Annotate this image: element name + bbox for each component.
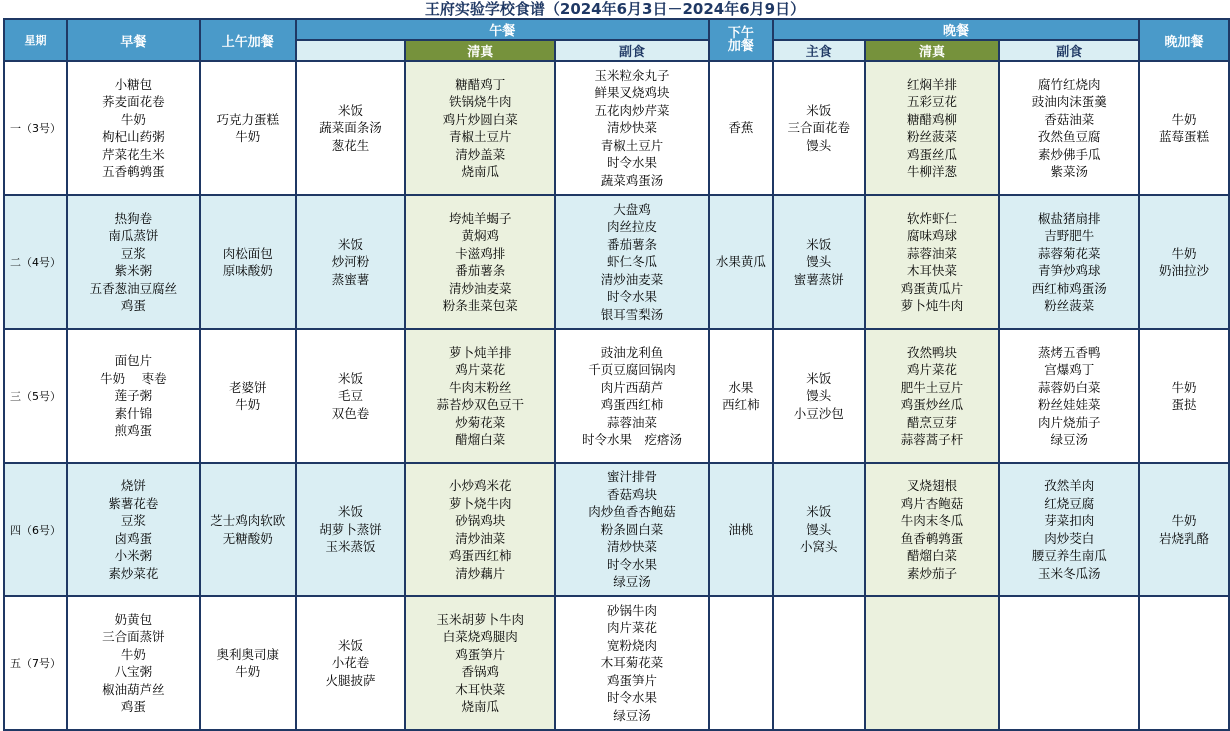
menu-item: 豆浆 bbox=[120, 245, 146, 261]
lunch-halal-cell bbox=[405, 195, 555, 329]
header-afternoon-snack-line2: 加餐 bbox=[727, 39, 754, 54]
menu-item: 糖醋鸡柳 bbox=[907, 111, 958, 127]
menu-item: 西红柿鸡蛋汤 bbox=[1031, 280, 1107, 296]
menu-item: 蒸烤五香鸭 bbox=[1037, 344, 1101, 360]
menu-item: 五彩豆花 bbox=[907, 94, 958, 109]
afternoon-snack-cell bbox=[709, 195, 773, 329]
dinner-side-cell bbox=[999, 463, 1139, 596]
menu-item: 巧克力蛋糕 bbox=[216, 111, 279, 127]
menu-item: 馒头 bbox=[806, 521, 832, 537]
menu-item: 紫薯花卷 bbox=[108, 495, 159, 511]
menu-item: 蜜薯蒸饼 bbox=[793, 271, 844, 287]
menu-item: 千页豆腐回锅肉 bbox=[588, 362, 676, 377]
menu-item: 煎鸡蛋 bbox=[114, 423, 153, 439]
header-day: 星期 bbox=[4, 19, 67, 61]
menu-item: 无糖酸奶 bbox=[222, 530, 273, 546]
menu-item: 素炒茄子 bbox=[907, 565, 958, 581]
menu-item: 馒头 bbox=[806, 137, 832, 153]
menu-item: 八宝粥 bbox=[114, 664, 153, 679]
menu-item: 牛奶 bbox=[1171, 245, 1197, 261]
menu-item: 腰豆养生南瓜 bbox=[1031, 548, 1107, 563]
evening-snack-cell bbox=[1139, 195, 1229, 329]
morning-snack-cell bbox=[200, 596, 296, 730]
menu-item: 大盘鸡 bbox=[613, 201, 651, 217]
menu-item: 炒菊花菜 bbox=[455, 414, 506, 430]
menu-item: 南瓜蒸饼 bbox=[108, 228, 159, 243]
menu-item: 牛奶 bbox=[120, 111, 146, 127]
day-cell: 五（7号） bbox=[4, 596, 67, 730]
menu-item: 莲子粥 bbox=[114, 388, 153, 404]
menu-item: 米饭 bbox=[338, 637, 364, 653]
menu-item: 萝卜炖羊排 bbox=[449, 344, 512, 360]
menu-item: 牛肉末粉丝 bbox=[449, 379, 512, 395]
lunch-staple-cell bbox=[296, 195, 406, 329]
menu-item: 蛋挞 bbox=[1171, 397, 1197, 412]
menu-item: 鸡蛋笋片 bbox=[455, 646, 506, 662]
menu-item: 垮炖羊蝎子 bbox=[449, 210, 512, 226]
menu-item: 绿豆汤 bbox=[613, 707, 651, 723]
header-lunch-staple-blank bbox=[296, 40, 406, 61]
menu-item: 青椒土豆片 bbox=[600, 137, 664, 153]
menu-item: 清炒油菜 bbox=[455, 530, 506, 546]
menu-item: 孜然鸭块 bbox=[907, 344, 958, 360]
morning-snack-cell bbox=[200, 329, 296, 463]
menu-item: 时令水果 bbox=[607, 556, 658, 572]
menu-item: 砂锅牛肉 bbox=[607, 602, 658, 618]
menu-item: 吉野肥牛 bbox=[1044, 228, 1095, 243]
table-row bbox=[4, 61, 1229, 195]
menu-item: 虾仁冬瓜 bbox=[607, 254, 658, 270]
menu-item: 清炒藕片 bbox=[455, 565, 506, 581]
menu-item: 蒜蓉蒿子杆 bbox=[900, 432, 964, 447]
dinner-halal-cell bbox=[865, 61, 1000, 195]
menu-item: 腐竹红烧肉 bbox=[1037, 76, 1101, 92]
menu-item: 时令水果 bbox=[607, 690, 658, 706]
day-cell: 二（4号） bbox=[4, 195, 67, 329]
menu-item: 牛柳洋葱 bbox=[907, 164, 958, 179]
lunch-side-cell bbox=[555, 463, 709, 596]
menu-item: 蓝莓蛋糕 bbox=[1159, 129, 1210, 144]
menu-item: 水果 bbox=[728, 379, 754, 395]
menu-item: 白菜烧鸡腿肉 bbox=[442, 629, 518, 644]
menu-item: 三合面花卷 bbox=[787, 120, 851, 136]
day-cell: 四（6号） bbox=[4, 463, 67, 596]
menu-item: 奶黄包 bbox=[114, 611, 153, 627]
menu-item: 肉片菜花 bbox=[607, 620, 658, 636]
lunch-side-cell bbox=[555, 329, 709, 463]
menu-item: 牛奶 bbox=[1171, 513, 1197, 528]
menu-item: 红焖羊排 bbox=[907, 76, 958, 92]
morning-snack-cell bbox=[200, 61, 296, 195]
menu-item: 木耳快菜 bbox=[455, 681, 506, 697]
menu-item: 时令水果 bbox=[607, 155, 658, 171]
breakfast-cell bbox=[67, 61, 200, 195]
menu-item: 香锅鸡 bbox=[461, 664, 500, 679]
menu-item: 素炒佛手瓜 bbox=[1037, 146, 1101, 162]
menu-item: 玉米蒸饭 bbox=[325, 539, 376, 555]
menu-item: 肉片西葫芦 bbox=[600, 379, 664, 395]
menu-item: 毛豆 bbox=[338, 388, 364, 404]
menu-item: 芹菜花生米 bbox=[102, 146, 165, 162]
menu-item: 荞麦面花卷 bbox=[102, 94, 165, 109]
dinner-halal-cell bbox=[865, 463, 1000, 596]
menu-item: 蒜蓉菊花菜 bbox=[1037, 245, 1101, 261]
menu-item: 宫爆鸡丁 bbox=[1044, 362, 1095, 377]
menu-item: 小米粥 bbox=[114, 548, 153, 563]
menu-item: 糖醋鸡丁 bbox=[455, 76, 506, 92]
afternoon-snack-cell bbox=[709, 61, 773, 195]
menu-item: 清炒油麦菜 bbox=[600, 271, 664, 287]
lunch-halal-cell bbox=[405, 463, 555, 596]
dinner-side-cell bbox=[999, 195, 1139, 329]
menu-item: 热狗卷 bbox=[114, 210, 153, 226]
menu-item: 香菇油菜 bbox=[1044, 111, 1095, 127]
menu-item: 枸杞山药粥 bbox=[102, 129, 165, 144]
menu-item: 双色卷 bbox=[331, 405, 370, 421]
menu-item: 奥利奥司康 bbox=[216, 646, 279, 662]
breakfast-cell bbox=[67, 463, 200, 596]
menu-item: 玉米胡萝卜牛肉 bbox=[436, 611, 525, 627]
afternoon-snack-cell bbox=[709, 463, 773, 596]
dinner-staple-cell bbox=[773, 61, 865, 195]
evening-snack-cell bbox=[1139, 329, 1229, 463]
lunch-halal-cell bbox=[405, 596, 555, 730]
menu-item: 小花卷 bbox=[331, 655, 370, 671]
header-lunch: 午餐 bbox=[296, 19, 709, 40]
header-morning-snack: 上午加餐 bbox=[200, 19, 296, 61]
menu-item: 醋熘白菜 bbox=[455, 432, 506, 447]
menu-item: 时令水果 疙瘩汤 bbox=[582, 432, 683, 447]
menu-item: 油桃 bbox=[728, 521, 754, 537]
menu-item: 玉米冬瓜汤 bbox=[1037, 565, 1101, 581]
menu-item: 黄焖鸡 bbox=[461, 228, 500, 243]
menu-item: 火腿披萨 bbox=[325, 672, 376, 688]
menu-item: 牛奶 bbox=[1171, 111, 1197, 127]
menu-item: 清炒盖菜 bbox=[455, 146, 506, 162]
lunch-staple-cell bbox=[296, 329, 406, 463]
menu-item: 腐味鸡球 bbox=[907, 228, 958, 243]
lunch-halal-cell bbox=[405, 61, 555, 195]
menu-item: 醋烹豆芽 bbox=[907, 414, 958, 430]
menu-item: 蒜蓉奶白菜 bbox=[1037, 379, 1101, 395]
menu-item: 老婆饼 bbox=[228, 379, 267, 395]
menu-item: 绿豆汤 bbox=[1050, 432, 1088, 447]
menu-item: 鸡片菜花 bbox=[455, 362, 506, 377]
afternoon-snack-cell bbox=[709, 596, 773, 730]
menu-item: 粉条圆白菜 bbox=[600, 521, 664, 537]
page-title: 王府实验学校食谱（2024年6月3日－2024年6月9日） bbox=[424, 0, 806, 18]
menu-item: 蒜蓉油菜 bbox=[607, 414, 658, 430]
menu-item: 肉片烧茄子 bbox=[1037, 414, 1101, 430]
menu-item: 鸡蛋西红柿 bbox=[600, 397, 664, 412]
header-dinner-staple: 主食 bbox=[773, 40, 865, 61]
menu-item: 绿豆汤 bbox=[613, 574, 651, 590]
menu-item: 粉丝娃娃菜 bbox=[1037, 397, 1101, 412]
header-evening-snack: 晚加餐 bbox=[1139, 19, 1229, 61]
menu-item: 牛奶 bbox=[235, 664, 261, 679]
menu-item: 小炒鸡米花 bbox=[449, 478, 512, 493]
menu-item: 鸡蛋黄瓜片 bbox=[900, 280, 964, 296]
menu-item: 五香鹌鹑蛋 bbox=[102, 164, 165, 179]
menu-item: 时令水果 bbox=[607, 289, 658, 305]
menu-item: 馒头 bbox=[806, 254, 832, 270]
evening-snack-cell bbox=[1139, 61, 1229, 195]
menu-item: 清炒快菜 bbox=[607, 539, 658, 555]
dinner-side-cell bbox=[999, 596, 1139, 730]
menu-item: 卡滋鸡排 bbox=[455, 245, 506, 261]
menu-item: 鸡蛋炒丝瓜 bbox=[900, 397, 964, 412]
menu-item: 素炒菜花 bbox=[108, 565, 159, 581]
menu-item: 牛奶 bbox=[120, 646, 146, 662]
menu-item: 素什锦 bbox=[114, 405, 153, 421]
dinner-staple-cell bbox=[773, 596, 865, 730]
menu-item: 粉丝菠菜 bbox=[907, 129, 958, 144]
menu-item: 鸡片炒圆白菜 bbox=[442, 111, 518, 127]
menu-item: 番茄薯条 bbox=[455, 263, 506, 278]
afternoon-snack-cell bbox=[709, 329, 773, 463]
dinner-side-cell bbox=[999, 329, 1139, 463]
dinner-staple-cell bbox=[773, 195, 865, 329]
lunch-side-cell bbox=[555, 195, 709, 329]
menu-item: 清炒油麦菜 bbox=[449, 280, 512, 296]
header-breakfast: 早餐 bbox=[67, 19, 200, 61]
menu-item: 烧南瓜 bbox=[461, 699, 500, 714]
menu-item: 肉炒茭白 bbox=[1044, 530, 1095, 546]
menu-item: 粉丝菠菜 bbox=[1044, 298, 1095, 313]
menu-item: 小窝头 bbox=[800, 539, 838, 555]
menu-item: 米饭 bbox=[806, 102, 832, 118]
dinner-side-cell bbox=[999, 61, 1139, 195]
menu-item: 孜然羊肉 bbox=[1044, 478, 1095, 493]
menu-item: 五香葱油豆腐丝 bbox=[89, 280, 178, 296]
menu-item: 五花肉炒芹菜 bbox=[594, 102, 670, 118]
evening-snack-cell bbox=[1139, 463, 1229, 596]
menu-item: 小糖包 bbox=[114, 76, 153, 92]
menu-item: 牛奶 bbox=[235, 397, 261, 412]
menu-item: 芝士鸡肉软欧 bbox=[210, 513, 286, 528]
menu-item: 炒河粉 bbox=[331, 254, 370, 270]
menu-item: 番茄薯条 bbox=[607, 236, 658, 252]
menu-item: 蜜汁排骨 bbox=[607, 469, 658, 485]
lunch-halal-cell bbox=[405, 329, 555, 463]
menu-item: 馒头 bbox=[806, 388, 832, 404]
dinner-staple-cell bbox=[773, 329, 865, 463]
morning-snack-cell bbox=[200, 463, 296, 596]
menu-item: 胡萝卜蒸饼 bbox=[319, 521, 382, 537]
menu-item: 鲜果叉烧鸡块 bbox=[594, 85, 670, 101]
menu-item: 牛奶 bbox=[1171, 379, 1197, 395]
menu-item: 米饭 bbox=[338, 370, 364, 386]
breakfast-cell bbox=[67, 596, 200, 730]
menu-item: 鸡蛋丝瓜 bbox=[907, 146, 958, 162]
menu-table bbox=[3, 18, 1230, 731]
menu-item: 醋熘白菜 bbox=[907, 548, 958, 563]
menu-item: 肉炒鱼香杏鲍菇 bbox=[588, 504, 676, 520]
menu-item: 奶油拉沙 bbox=[1159, 263, 1210, 278]
menu-item: 米饭 bbox=[338, 504, 364, 520]
menu-item: 芽菜扣肉 bbox=[1044, 513, 1095, 528]
menu-item: 岩烧乳酪 bbox=[1159, 530, 1210, 546]
menu-item: 粉条韭菜包菜 bbox=[442, 298, 518, 313]
table-row bbox=[4, 463, 1229, 596]
menu-item: 卤鸡蛋 bbox=[114, 530, 153, 546]
menu-item: 烧饼 bbox=[120, 478, 146, 493]
menu-item: 牛奶 枣卷 bbox=[100, 370, 167, 386]
menu-item: 鸡蛋 bbox=[120, 699, 146, 714]
menu-item: 原味酸奶 bbox=[222, 263, 273, 278]
menu-item: 紫菜汤 bbox=[1050, 164, 1088, 179]
menu-item: 肉松面包 bbox=[222, 245, 273, 261]
day-cell: 三（5号） bbox=[4, 329, 67, 463]
menu-item: 米饭 bbox=[338, 236, 364, 252]
lunch-staple-cell bbox=[296, 596, 406, 730]
breakfast-cell bbox=[67, 329, 200, 463]
menu-item: 三合面蒸饼 bbox=[102, 629, 165, 644]
evening-snack-cell bbox=[1139, 596, 1229, 730]
menu-item: 软炸虾仁 bbox=[907, 210, 958, 226]
dinner-halal-cell bbox=[865, 195, 1000, 329]
header-dinner-halal: 清真 bbox=[865, 40, 1000, 61]
menu-item: 鸡片菜花 bbox=[907, 362, 958, 377]
morning-snack-cell bbox=[200, 195, 296, 329]
menu-item: 铁锅烧牛肉 bbox=[449, 94, 512, 109]
menu-item: 青笋炒鸡球 bbox=[1037, 263, 1101, 278]
menu-item: 豉油龙利鱼 bbox=[600, 344, 664, 360]
table-row bbox=[4, 195, 1229, 329]
menu-item: 豆浆 bbox=[120, 513, 146, 528]
lunch-staple-cell bbox=[296, 61, 406, 195]
menu-item: 椒盐猪扇排 bbox=[1037, 210, 1101, 226]
table-row bbox=[4, 329, 1229, 463]
menu-item: 银耳雪梨汤 bbox=[600, 306, 664, 322]
menu-item: 鱼香鹌鹑蛋 bbox=[900, 530, 964, 546]
header-dinner-side: 副食 bbox=[999, 40, 1139, 61]
lunch-side-cell bbox=[555, 61, 709, 195]
menu-item: 西红柿 bbox=[722, 397, 760, 412]
menu-item: 萝卜炖牛肉 bbox=[900, 298, 964, 313]
menu-item: 肉丝拉皮 bbox=[607, 219, 658, 235]
table-row bbox=[4, 596, 1229, 730]
menu-item: 小豆沙包 bbox=[793, 405, 844, 421]
menu-item: 孜然鱼豆腐 bbox=[1037, 129, 1101, 144]
dinner-halal-cell bbox=[865, 596, 1000, 730]
menu-item: 清炒快菜 bbox=[607, 120, 658, 136]
menu-item: 蒜蓉油菜 bbox=[907, 245, 958, 261]
menu-item: 蔬菜鸡蛋汤 bbox=[600, 172, 664, 188]
menu-item: 牛肉末冬瓜 bbox=[900, 513, 964, 528]
menu-item: 萝卜烧牛肉 bbox=[449, 495, 512, 511]
menu-item: 烧南瓜 bbox=[461, 164, 500, 179]
menu-item: 紫米粥 bbox=[114, 263, 153, 278]
menu-item: 豉油肉沫蛋羹 bbox=[1031, 94, 1107, 109]
menu-item: 玉米粒氽丸子 bbox=[594, 67, 670, 83]
menu-item: 鸡蛋笋片 bbox=[607, 672, 658, 688]
menu-item: 木耳快菜 bbox=[907, 263, 958, 278]
header-lunch-side: 副食 bbox=[555, 40, 709, 61]
menu-item: 木耳菊花菜 bbox=[600, 655, 664, 671]
menu-item: 水果黄瓜 bbox=[715, 254, 766, 270]
header-lunch-halal: 清真 bbox=[405, 40, 555, 61]
lunch-side-cell bbox=[555, 596, 709, 730]
menu-item: 米饭 bbox=[338, 102, 364, 118]
header-afternoon-snack bbox=[709, 19, 773, 61]
menu-item: 鸡蛋 bbox=[120, 298, 146, 313]
menu-item: 米饭 bbox=[806, 504, 832, 520]
menu-item: 米饭 bbox=[806, 370, 832, 386]
day-cell: 一（3号） bbox=[4, 61, 67, 195]
menu-item: 宽粉烧肉 bbox=[607, 637, 658, 653]
menu-item: 鸡蛋西红柿 bbox=[449, 548, 512, 563]
menu-item: 牛奶 bbox=[235, 129, 261, 144]
breakfast-cell bbox=[67, 195, 200, 329]
dinner-halal-cell bbox=[865, 329, 1000, 463]
menu-item: 椒油葫芦丝 bbox=[102, 681, 165, 697]
dinner-staple-cell bbox=[773, 463, 865, 596]
menu-item: 香菇鸡块 bbox=[607, 486, 658, 502]
menu-item: 蔬菜面条汤 bbox=[319, 120, 382, 136]
menu-item: 面包片 bbox=[114, 353, 153, 369]
menu-item: 香蕉 bbox=[728, 120, 754, 136]
menu-item: 砂锅鸡块 bbox=[455, 513, 506, 528]
menu-item: 葱花生 bbox=[331, 137, 370, 153]
menu-item: 蒜苔炒双色豆干 bbox=[436, 397, 525, 412]
header-afternoon-snack-line1: 下午 bbox=[727, 26, 754, 41]
menu-item: 蒸蜜薯 bbox=[331, 271, 370, 287]
menu-item: 肥牛土豆片 bbox=[900, 379, 964, 395]
header-dinner: 晚餐 bbox=[773, 19, 1139, 40]
menu-item: 红烧豆腐 bbox=[1044, 495, 1095, 511]
menu-item: 叉烧翅根 bbox=[907, 478, 958, 493]
menu-item: 青椒土豆片 bbox=[449, 129, 512, 144]
lunch-staple-cell bbox=[296, 463, 406, 596]
menu-item: 鸡片杏鲍菇 bbox=[900, 495, 964, 511]
menu-item: 米饭 bbox=[806, 236, 832, 252]
